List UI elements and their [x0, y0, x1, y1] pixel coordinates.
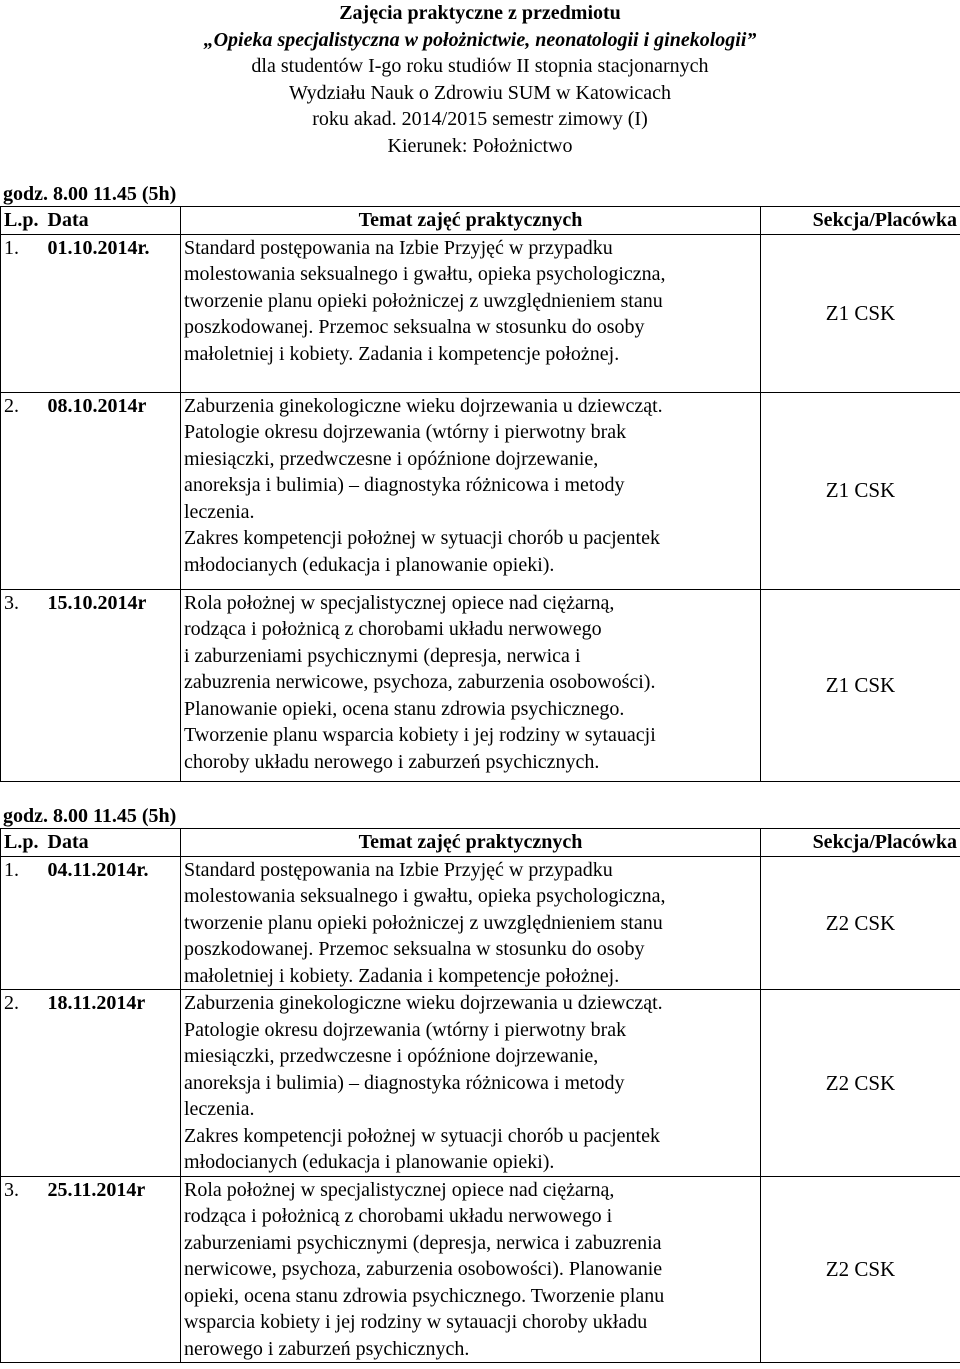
row-date: 15.10.2014r [45, 589, 181, 781]
topic-line: małoletniej i kobiety. Zadania i kompetencje położnej. [184, 342, 620, 365]
topic-line: zabuzrenia nerwicowe, psychoza, zaburzenia osobowości). [184, 671, 656, 693]
doc-title: Zajęcia praktyczne z przedmiotu [339, 2, 621, 24]
hours-label: godz. 8.00 11.45 (5h) [3, 183, 177, 205]
academic-year-line: roku akad. 2014/2015 semestr zimowy (I) [312, 108, 648, 130]
topic-line: Zakres kompetencji położnej w sytuacji chorób u pacjentek [184, 527, 660, 549]
topic-line: młodocianych (edukacja i planowanie opieki). [184, 553, 555, 576]
row-topic [181, 589, 761, 781]
hours-label: godz. 8.00 11.45 (5h) [3, 805, 177, 827]
topic-line: rodząca i położnicą z chorobami układu nerwowego [184, 618, 602, 640]
row-lp: 1. [1, 856, 45, 990]
topic-line: miesiączki, przedwczesne i opóźnione dojrzewanie, [184, 447, 599, 470]
topic-line: choroby układu nerowego i zaburzeń psychicznych. [184, 750, 600, 773]
table-row [1, 1176, 960, 1363]
row-topic [181, 856, 761, 990]
table-header-row [1, 207, 960, 235]
table-row [1, 856, 960, 990]
col-header-date: Data [45, 207, 181, 235]
course-name: „Opieka specjalistyczna w położnictwie, neonatologii i ginekologii” [203, 28, 757, 51]
row-place: Z2 CSK [761, 990, 960, 1177]
schedule-block-1 [0, 182, 960, 782]
topic-line: tworzenie planu opieki położniczej z uwzględnieniem stanu [184, 289, 663, 312]
row-lp: 2. [1, 990, 45, 1177]
schedule-table [0, 206, 960, 782]
row-place: Z2 CSK [761, 1176, 960, 1363]
row-place: Z1 CSK [761, 392, 960, 589]
topic-line: miesiączki, przedwczesne i opóźnione dojrzewanie, [184, 1045, 599, 1067]
topic-line: Tworzenie planu wsparcia kobiety i jej rodziny w sytauacji [184, 724, 656, 746]
students-line: dla studentów I-go roku studiów II stopnia stacjonarnych [251, 55, 709, 77]
topic-line: Planowanie opieki, ocena stanu zdrowia psychicznego. [184, 697, 625, 720]
row-topic [181, 990, 761, 1177]
row-topic [181, 392, 761, 589]
topic-line: Patologie okresu dojrzewania (wtórny i pierwotny brak [184, 421, 627, 443]
topic-line: leczenia. [184, 1098, 255, 1120]
topic-line: anoreksja i bulimia) – diagnostyka różnicowa i metody [184, 474, 625, 496]
row-lp: 2. [1, 392, 45, 589]
row-lp: 3. [1, 589, 45, 781]
topic-line: Rola położnej w specjalistycznej opiece nad ciężarną, [184, 1178, 615, 1201]
topic-line: zaburzeniami psychicznymi (depresja, nerwica i zabuzrenia [184, 1231, 662, 1254]
table-row [1, 392, 960, 589]
topic-line: młodocianych (edukacja i planowanie opieki). [184, 1151, 555, 1173]
schedule-table [0, 828, 960, 1363]
col-header-place: Sekcja/Placówka [761, 207, 960, 235]
topic-line: tworzenie planu opieki położniczej z uwzględnieniem stanu [184, 911, 663, 934]
topic-line: molestowania seksualnego i gwałtu, opieka psychologiczna, [184, 263, 666, 285]
topic-line: anoreksja i bulimia) – diagnostyka różnicowa i metody [184, 1071, 625, 1094]
row-date: 08.10.2014r [45, 392, 181, 589]
topic-line: wsparcia kobiety i jej rodziny w sytauacji choroby układu [184, 1311, 648, 1333]
topic-line: rodząca i położnicą z chorobami układu nerwowego i [184, 1205, 613, 1227]
schedule-block-2 [0, 804, 960, 1363]
topic-line: Patologie okresu dojrzewania (wtórny i pierwotny brak [184, 1018, 627, 1041]
col-header-topic: Temat zajęć praktycznych [181, 207, 761, 235]
topic-line: małoletniej i kobiety. Zadania i kompetencje położnej. [184, 964, 620, 987]
row-date: 04.11.2014r. [45, 856, 181, 990]
col-header-lp: L.p. [1, 207, 45, 235]
field-of-study-line: Kierunek: Położnictwo [387, 134, 573, 157]
topic-line: i zaburzeniami psychicznymi (depresja, nerwica i [184, 644, 581, 667]
col-header-lp: L.p. [1, 829, 45, 857]
topic-line: Zakres kompetencji położnej w sytuacji chorób u pacjentek [184, 1124, 660, 1147]
row-topic [181, 234, 761, 392]
row-date: 01.10.2014r. [45, 234, 181, 392]
topic-line: opieki, ocena stanu zdrowia psychicznego. Tworzenie planu [184, 1284, 665, 1307]
topic-line: nerowego i zaburzeń psychicznych. [184, 1337, 470, 1360]
table-row [1, 234, 960, 392]
col-header-date: Data [45, 829, 181, 857]
topic-line: Standard postępowania na Izbie Przyjęć w przypadku [184, 858, 613, 881]
topic-line: poszkodowanej. Przemoc seksualna w stosunku do osoby [184, 938, 645, 960]
row-lp: 3. [1, 1176, 45, 1363]
col-header-topic: Temat zajęć praktycznych [181, 829, 761, 857]
row-lp: 1. [1, 234, 45, 392]
row-topic [181, 1176, 761, 1363]
topic-line: Rola położnej w specjalistycznej opiece nad ciężarną, [184, 591, 615, 614]
row-date: 25.11.2014r [45, 1176, 181, 1363]
topic-line: Standard postępowania na Izbie Przyjęć w przypadku [184, 236, 613, 259]
topic-line: Zaburzenia ginekologiczne wieku dojrzewania u dziewcząt. [184, 992, 663, 1014]
row-date: 18.11.2014r [45, 990, 181, 1177]
table-header-row [1, 829, 960, 857]
faculty-line: Wydziału Nauk o Zdrowiu SUM w Katowicach [288, 81, 672, 104]
row-place: Z1 CSK [761, 234, 960, 392]
col-header-place: Sekcja/Placówka [761, 829, 960, 857]
topic-line: leczenia. [184, 500, 255, 523]
topic-line: molestowania seksualnego i gwałtu, opieka psychologiczna, [184, 885, 666, 907]
document-header [0, 0, 960, 159]
topic-line: nerwicowe, psychoza, zaburzenia osobowości). Planowanie [184, 1258, 663, 1280]
row-place: Z1 CSK [761, 589, 960, 781]
table-row [1, 990, 960, 1177]
row-place: Z2 CSK [761, 856, 960, 990]
topic-line: Zaburzenia ginekologiczne wieku dojrzewania u dziewcząt. [184, 394, 663, 417]
table-row [1, 589, 960, 781]
topic-line: poszkodowanej. Przemoc seksualna w stosunku do osoby [184, 316, 645, 338]
